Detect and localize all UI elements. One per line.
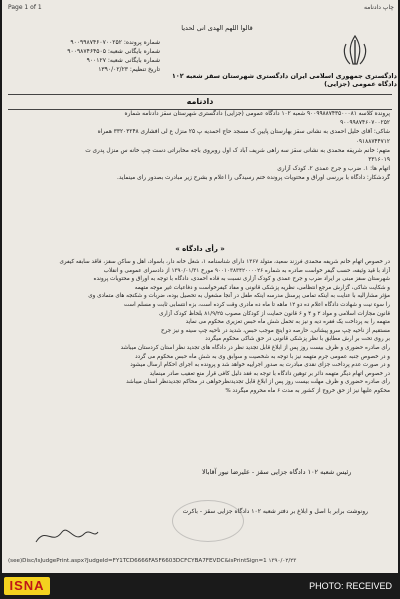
case-line: متهم: خانم شریفه محمدی به نشانی سقز سه راهی شریف آباد ک اول روبروی باجه مخابراتی دست چپ خانه س منزل پدری ت <box>85 147 390 154</box>
case-details <box>8 110 390 184</box>
body-line: مستقیم از ناحیه چپ سرو پیشانی، حارصه دو اینچ موجب حبس، شدید در ناحیه چپ سینه و نیز جرح <box>160 327 390 334</box>
meta-line: شماره پرونده: ۹۰۰۹۹۸۷۴۶۰۷۰۰۲۵۲ <box>70 39 160 46</box>
verdict-body <box>8 258 390 396</box>
document-page <box>2 0 398 573</box>
meta-line: شماره بایگانی شعبه: ۹۰۰۱۲۷ <box>86 57 160 64</box>
page-label: Page 1 of 1 <box>8 4 42 11</box>
meta-line: تاریخ تنظیم: ۱۳۹۰/۰۲/۲۳ <box>98 66 160 73</box>
body-line: رأی صادره حضوری و ظرف بیست روز پس از ابلاغ قابل تجدید نظر در دادگاه های تجدید نظر استان کردستان میباشد <box>120 344 390 351</box>
body-line: را سوء نیت و شهادت دادگاه اعلام ده دو ۱۲ ماهه تا ماه ده مادری وقت کرده است، بزه انتسابی ثابت و مسلم است <box>123 301 390 308</box>
photo-footer <box>0 573 400 599</box>
body-line: آزاد با قید وثیقه، حسب گیفر خواست صادره به شماره ۹۰۰۱۰۳۸۳۴۲۰۰۰۰۲۶ مورخ ۱۳۹۰/۰۱/۳۱ از دادسرای عمومی و انقلاب <box>103 267 390 274</box>
case-meta <box>10 38 160 74</box>
letterhead <box>2 14 398 92</box>
meta-line: شماره بایگانی شعبه: ۹۰۰۹۸۷۴۶۴۵۰۵ <box>67 48 160 55</box>
signature-icon <box>32 520 102 550</box>
body-line: و در خصوص جنبه عمومی جرم متهمه نیز با توجه به شخصیت و سوابق وی به شش ماه حبس محکوم می گردد <box>135 353 390 360</box>
judge-signature-line: رئیس شعبه ۱۰۲ دادگاه جزایی سقز - علیرضا نیور آقابالا <box>202 468 352 476</box>
court-stamp <box>172 500 244 542</box>
case-line: ۰۹۱۸۸۷۴۴۷۱۲ <box>355 138 390 145</box>
body-line: در خصوص اتهام خانم شریفه محمدی فرزند سعید، متولد ۱۳۶۷ دارای شناسنامه ۱، شغل خانه دار، باسواد، اهل و ساکن سقز، فاقد سابقه کیفری <box>59 259 390 265</box>
body-line: بر روی تحت بر ارش مطابق با نظر پزشکی قانونی در حق شاکی محکوم میگردد <box>205 336 390 343</box>
body-line: قانون مجازات اسلامی و مواد ۲ و ۴ و ۶ قانون حمایت از کودکان مصوب ۸۱/۹/۲۵ بلحاظ کودک آزاری <box>159 310 390 317</box>
body-line: و شکایت شاکی، گزارش مرجع انتظامی، نظریه پزشکی قانونی و مفاد کیفرخواست و دفاعیات غیر موجه متهمه <box>134 284 390 291</box>
case-line: شاکی: آقای خلیل احمدی به نشانی سقز بهارستان پایین ک مسجد حاج احمدیه پ ۲۵ منزل ع لی افشاری ۳۳۲۰۳۲۴۸ همراه <box>97 129 390 136</box>
case-line: پرونده کلاسه ۹۰۰۹۹۸۸۷۴۳۵۰۰۰۸۱ شعبه ۱۰۲ دادگاه عمومی (جزایی) دادگستری شهرستان سقز دادنامه شماره <box>124 111 390 117</box>
bismillah-text: قالوا اللهم الهدی انی لحدیا <box>181 24 253 32</box>
print-label: چاپ دادنامه <box>363 4 394 11</box>
verdict-title: « رأی دادگاه » <box>175 245 225 253</box>
case-line: اتهام ها: ۱. ضرب و جرح عمدی ۲. کودک آزاری <box>277 166 390 173</box>
print-url: (see)Disc/IsJudgePrint.aspx?JudgeId=FY1TCD6666FA5F6603DCFCYBA7FEVDC&isPrintSign=1 ۱۳۹۰/۰۲/۲۳ <box>8 558 297 564</box>
court-name: دادگستری جمهوری اسلامی ایران دادگستری شهرستان سقز شعبه ۱۰۲ دادگاه عمومی (جزایی) <box>171 72 397 88</box>
copy-certification: رونوشت برابر با اصل و ابلاغ بر دفتر شعبه ۱۰۲ دادگاه جزایی سقز - باکرت <box>182 508 368 515</box>
case-line: ۳۳۱۶۰۱۹ <box>368 157 390 164</box>
body-line: در خصوص اتهام دیگر متهمه دائر بر توهین دادگاه با توجه به فقد دلیل کافی قرار منع تعقیب صادر مینماید <box>149 370 390 377</box>
isna-logo: ISNA <box>4 577 50 595</box>
body-line: رأی صادره حضوری و ظرف مهلت بیست روز پس از ابلاغ قابل تجدیدنظرخواهی در محاکم تجدیدنظر استان میباشد <box>126 379 390 386</box>
body-line: شهرستان سقز مبنی بر ایراد ضرب و جرح عمدی و کودک آزاری نسبت به فاده احمدی، دادگاه با توجه به اوراق و محتویات پرونده <box>93 276 390 283</box>
body-line: و در صورت عدم پرداخت جزای نقدی مبادرت به صدور اجراییه خواهد شد و پرونده به اجرای احکام ارسال میشود <box>130 362 390 369</box>
case-line: گردشکار: دادگاه با بررسی اوراق و محتویات پرونده ختم رسیدگی را اعلام و بشرح زیر مبادرت بصدور رای مینماید. <box>117 175 390 182</box>
top-bar <box>2 2 398 14</box>
case-line: ۹۰۰۹۹۸۷۴۶۰۷۰۰۲۵۲ <box>340 120 390 127</box>
body-line: متهمه را به پرداخت یک فقره دیه و نیز به تحمل شش ماه حبس تعزیری محکوم می نماید <box>185 319 390 326</box>
document-title: دادنامه <box>8 94 392 110</box>
iran-emblem-icon <box>340 34 370 68</box>
body-line: محکوم علیها نیز از حق خروج از کشور به مدت ۶ ماه محروم میگردد % <box>225 387 390 394</box>
photo-credit: PHOTO: RECEIVED <box>309 581 392 591</box>
body-line: مؤثر مشارالیه با عنایت به اینکه تمامی پرسنل مدرسه اینکه طفل در آنجا مشغول به تحصیل بوده، ضربات و شکنجه های متمادی وی <box>88 293 390 300</box>
